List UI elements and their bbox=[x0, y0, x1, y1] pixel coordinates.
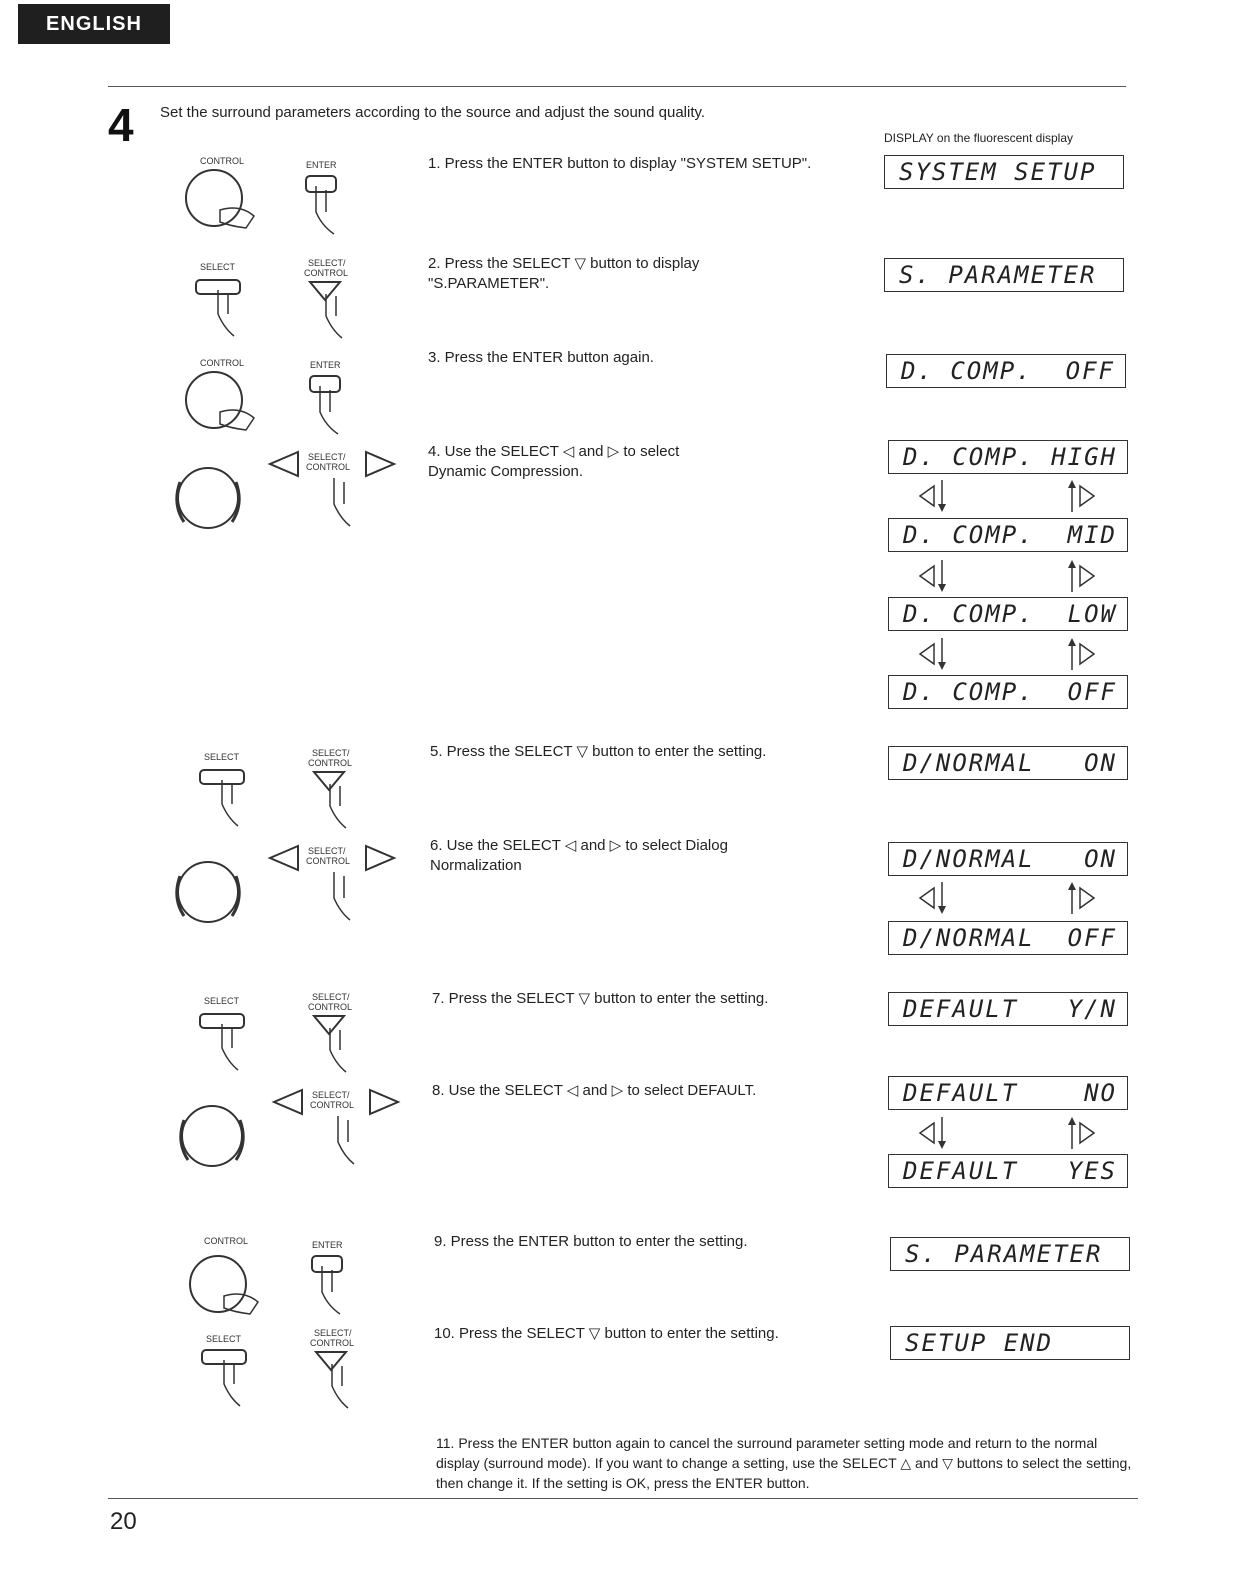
svg-text:SELECT/: SELECT/ bbox=[308, 258, 346, 268]
display-caption: DISPLAY on the fluorescent display bbox=[884, 131, 1073, 145]
illustration-select-7 bbox=[196, 990, 406, 1080]
illustration-select-lr-8 bbox=[178, 1084, 408, 1184]
svg-text:SELECT/: SELECT/ bbox=[314, 1328, 352, 1338]
lcd-dcomp-off-1: D. COMP. OFF bbox=[886, 354, 1126, 388]
lcd-dcomp-mid: D. COMP. MID bbox=[888, 518, 1128, 552]
svg-text:CONTROL: CONTROL bbox=[310, 1100, 355, 1110]
lcd-system-setup: SYSTEM SETUP bbox=[884, 155, 1124, 189]
svg-text:ENTER: ENTER bbox=[312, 1240, 343, 1250]
lcd-s-parameter-2: S. PARAMETER bbox=[890, 1237, 1130, 1271]
svg-text:SELECT: SELECT bbox=[206, 1334, 242, 1344]
instruction-10: 10. Press the SELECT ▽ button to enter the setting. bbox=[434, 1325, 779, 1342]
svg-text:ENTER: ENTER bbox=[310, 360, 341, 370]
lcd-default-yn: DEFAULT Y/N bbox=[888, 992, 1128, 1026]
cycle-arrows-1 bbox=[906, 476, 1106, 516]
instruction-4: 4. Use the SELECT ◁ and ▷ to select Dynamic Compression. bbox=[428, 443, 680, 480]
cycle-arrows-5 bbox=[906, 1113, 1106, 1153]
cycle-arrows-2 bbox=[906, 556, 1106, 596]
lcd-dnormal-off: D/NORMAL OFF bbox=[888, 921, 1128, 955]
lcd-default-no: DEFAULT NO bbox=[888, 1076, 1128, 1110]
lcd-default-yes: DEFAULT YES bbox=[888, 1154, 1128, 1188]
lcd-dcomp-low: D. COMP. LOW bbox=[888, 597, 1128, 631]
instruction-6: 6. Use the SELECT ◁ and ▷ to select Dialog Normalization bbox=[430, 837, 728, 874]
svg-text:SELECT: SELECT bbox=[204, 996, 240, 1006]
illustration-select-lr-6 bbox=[174, 840, 404, 940]
svg-text:SELECT/: SELECT/ bbox=[308, 452, 346, 462]
svg-text:CONTROL: CONTROL bbox=[308, 758, 353, 768]
illustration-select-10 bbox=[198, 1326, 408, 1416]
svg-text:SELECT/: SELECT/ bbox=[308, 846, 346, 856]
svg-text:CONTROL: CONTROL bbox=[308, 1002, 353, 1012]
svg-text:ENTER: ENTER bbox=[306, 160, 337, 170]
svg-text:SELECT/: SELECT/ bbox=[312, 1090, 350, 1100]
svg-text:CONTROL: CONTROL bbox=[306, 856, 351, 866]
svg-text:SELECT: SELECT bbox=[200, 262, 236, 272]
illustration-enter-1 bbox=[180, 150, 390, 240]
instruction-1: 1. Press the ENTER button to display "SYSTEM SETUP". bbox=[428, 155, 812, 172]
svg-text:SELECT: SELECT bbox=[204, 752, 240, 762]
instruction-2: 2. Press the SELECT ▽ button to display "S.PARAMETER". bbox=[428, 255, 700, 292]
lcd-dnormal-on-2: D/NORMAL ON bbox=[888, 842, 1128, 876]
instruction-9: 9. Press the ENTER button to enter the setting. bbox=[434, 1233, 748, 1250]
bottom-rule bbox=[108, 1498, 1138, 1499]
illustration-enter-3 bbox=[180, 352, 390, 442]
instruction-5: 5. Press the SELECT ▽ button to enter the setting. bbox=[430, 743, 767, 760]
cycle-arrows-3 bbox=[906, 634, 1106, 674]
note-paragraph: 11. Press the ENTER button again to cancel the surround parameter setting mode and return to the normal display (surround mode). If you want to change a setting, use the SELECT △ and ▽ buttons to select the setting, then change it. If the setting is OK, press the ENTER button. bbox=[436, 1435, 1132, 1491]
illustration-select-5 bbox=[196, 746, 406, 836]
lcd-dcomp-high: D. COMP. HIGH bbox=[888, 440, 1128, 474]
lcd-dnormal-on-1: D/NORMAL ON bbox=[888, 746, 1128, 780]
language-tab: ENGLISH bbox=[18, 4, 170, 44]
svg-text:CONTROL: CONTROL bbox=[306, 462, 351, 472]
lcd-dcomp-off-2: D. COMP. OFF bbox=[888, 675, 1128, 709]
page-number: 20 bbox=[110, 1508, 137, 1535]
svg-text:CONTROL: CONTROL bbox=[200, 156, 245, 166]
svg-text:CONTROL: CONTROL bbox=[200, 358, 245, 368]
svg-text:CONTROL: CONTROL bbox=[310, 1338, 355, 1348]
svg-text:SELECT/: SELECT/ bbox=[312, 748, 350, 758]
step-number: 4 bbox=[108, 99, 134, 151]
top-rule bbox=[108, 86, 1126, 87]
svg-text:SELECT/: SELECT/ bbox=[312, 992, 350, 1002]
illustration-select-lr-4 bbox=[174, 446, 404, 546]
cycle-arrows-4 bbox=[906, 878, 1106, 918]
intro-text: Set the surround parameters according to the source and adjust the sound quality. bbox=[160, 104, 706, 121]
svg-text:CONTROL: CONTROL bbox=[204, 1236, 249, 1246]
instruction-7: 7. Press the SELECT ▽ button to enter the setting. bbox=[432, 990, 769, 1007]
instruction-8: 8. Use the SELECT ◁ and ▷ to select DEFAULT. bbox=[432, 1082, 757, 1099]
lcd-setup-end: SETUP END bbox=[890, 1326, 1130, 1360]
illustration-enter-9 bbox=[184, 1236, 394, 1326]
lcd-s-parameter: S. PARAMETER bbox=[884, 258, 1124, 292]
illustration-select-2 bbox=[192, 256, 402, 346]
instruction-3: 3. Press the ENTER button again. bbox=[428, 349, 654, 366]
svg-text:CONTROL: CONTROL bbox=[304, 268, 349, 278]
